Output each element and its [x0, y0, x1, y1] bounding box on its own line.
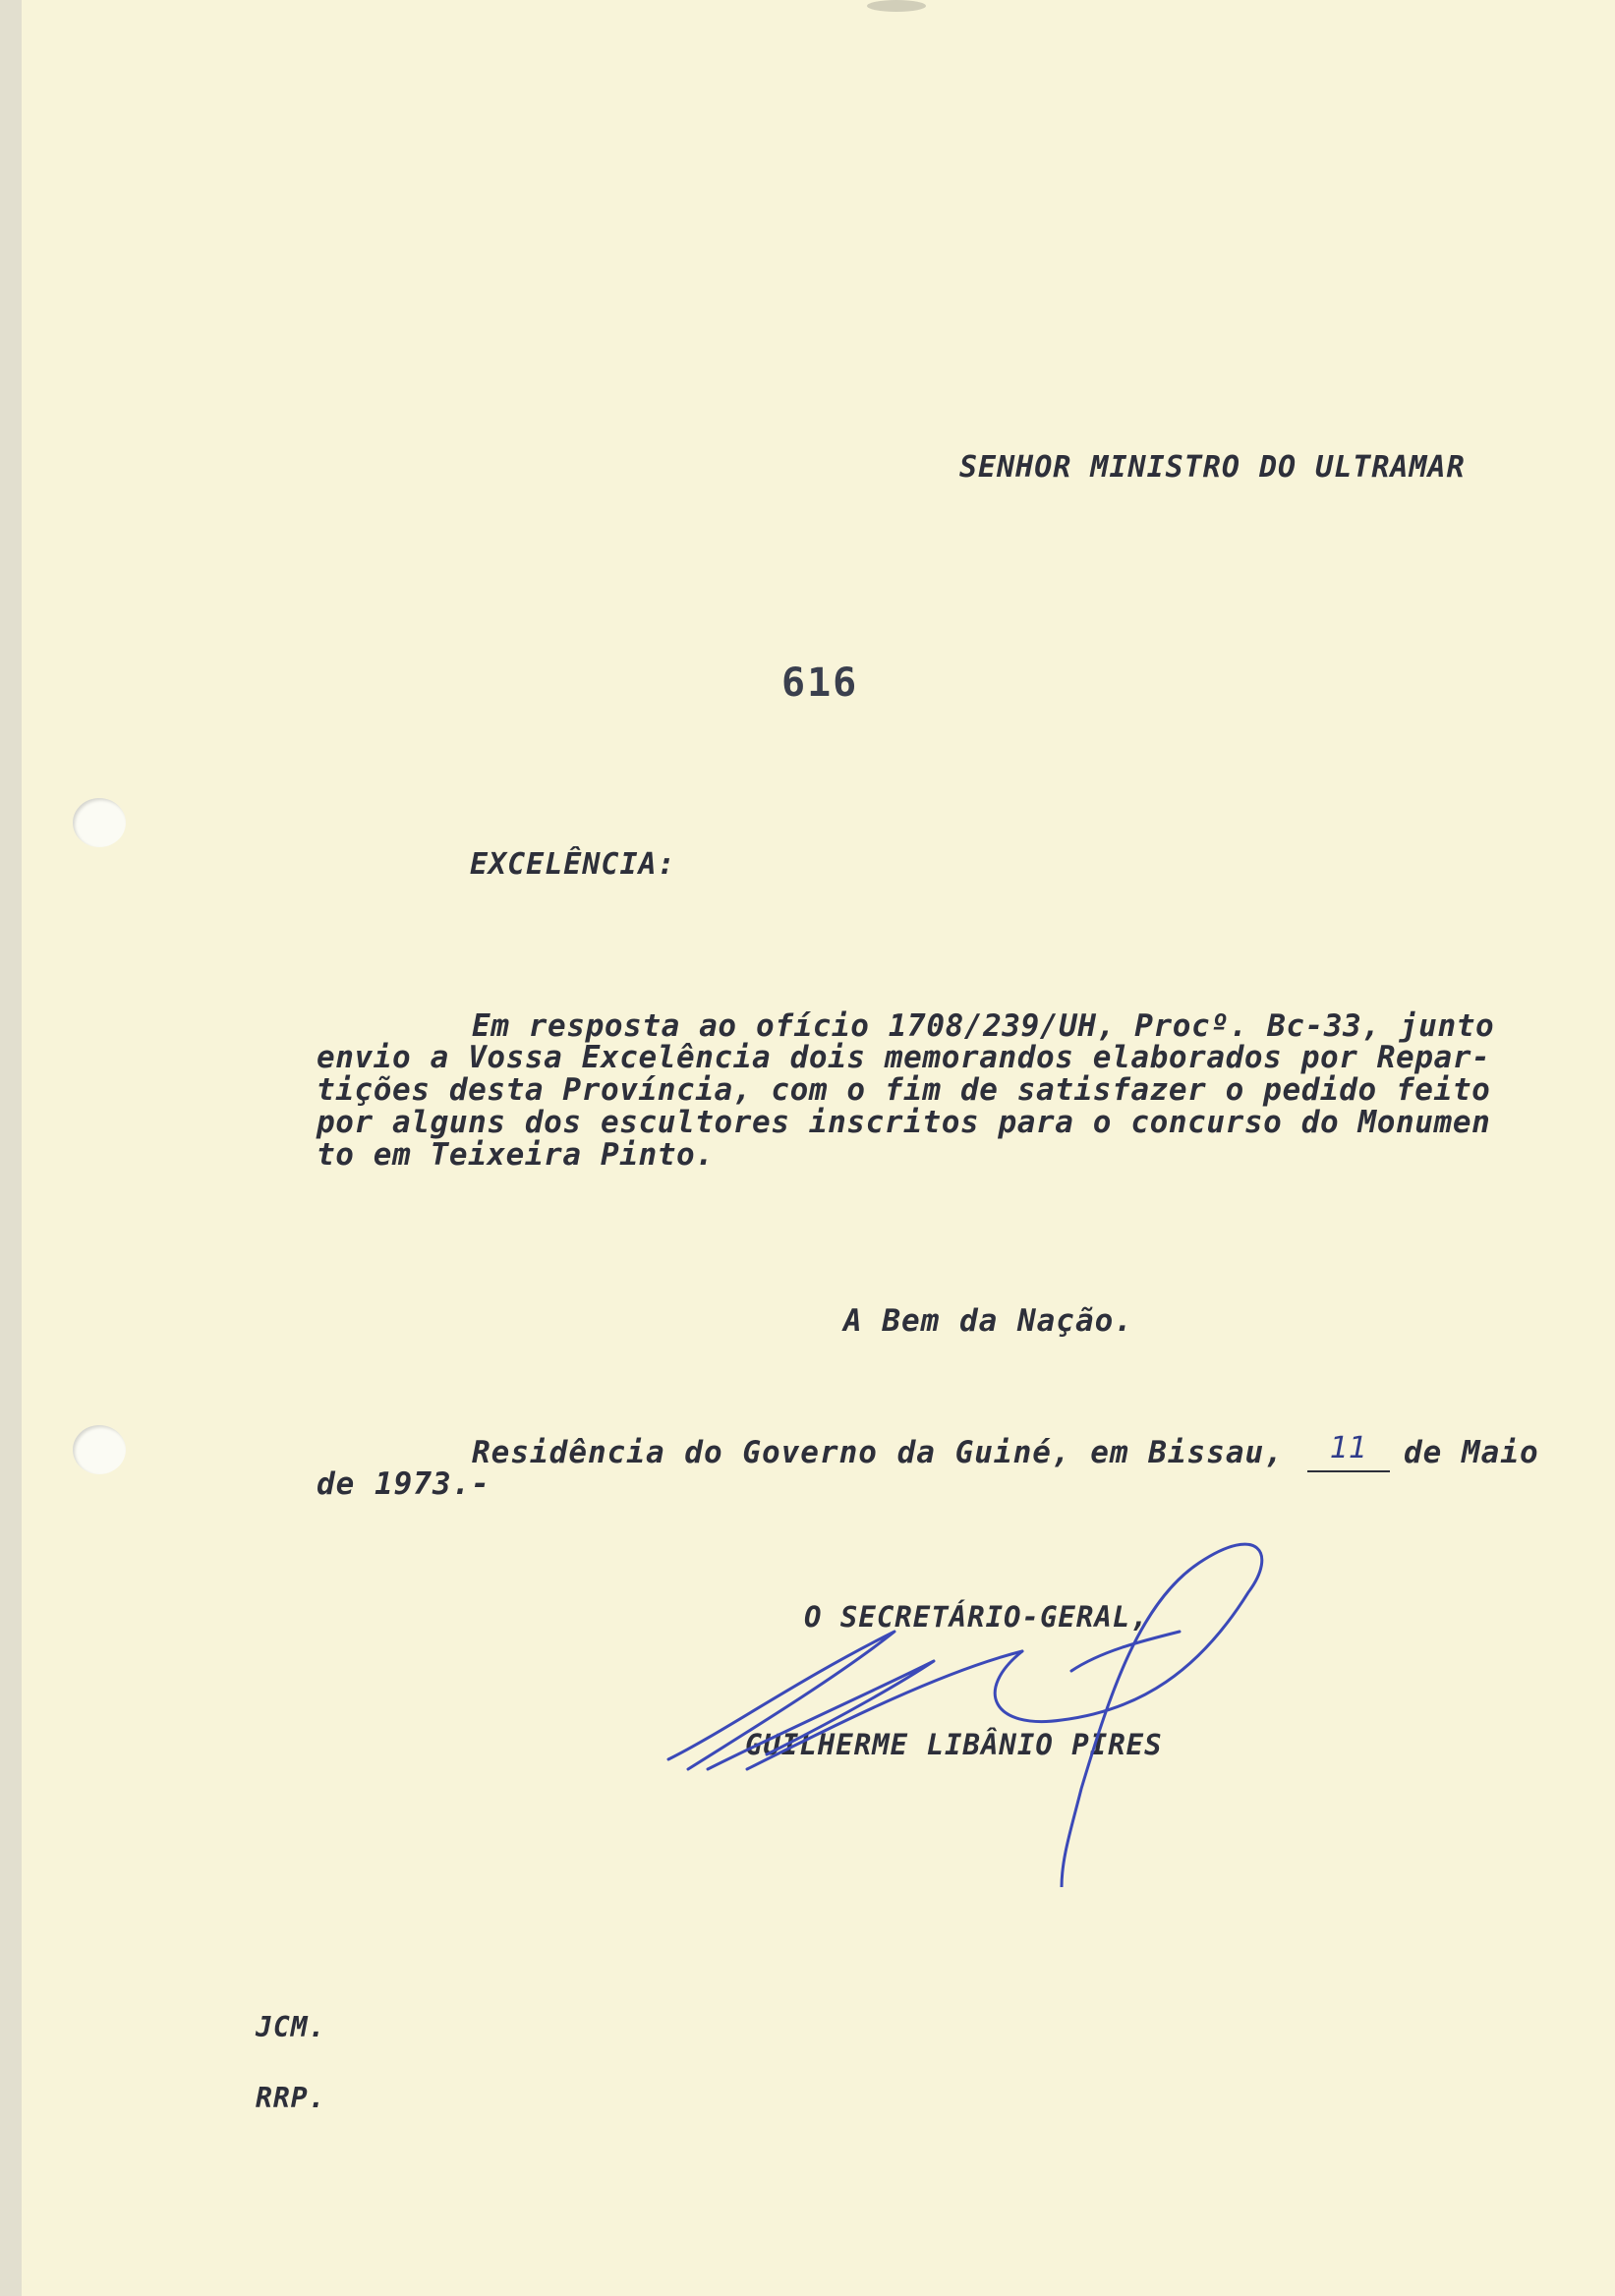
paper-mark — [867, 0, 926, 12]
salutation: EXCELÊNCIA: — [470, 847, 676, 882]
typist-initials: RRP. — [256, 2082, 326, 2114]
punch-hole-top — [73, 798, 126, 847]
month-text: de Maio — [1404, 1435, 1539, 1470]
body-line: to em Teixeira Pinto. — [317, 1137, 715, 1173]
addressee: SENHOR MINISTRO DO ULTRAMAR — [959, 450, 1466, 485]
page-edge — [0, 0, 22, 2296]
handwritten-signature — [649, 1533, 1317, 1887]
handwritten-day: 11 — [1307, 1431, 1390, 1472]
punch-hole-bottom — [73, 1425, 126, 1474]
body-line: por alguns dos escultores inscritos para o concurso do Monumen — [317, 1105, 1491, 1140]
year-text: de 1973.- — [317, 1466, 490, 1502]
closing-formula: A Bem da Nação. — [843, 1303, 1133, 1339]
body-line: envio a Vossa Excelência dois memorandos elaborados por Repar- — [317, 1040, 1491, 1075]
body-line: Em resposta ao ofício 1708/239/UH, Procº. Bc-33, junto — [472, 1008, 1495, 1044]
document-number: 616 — [781, 660, 859, 706]
signatory-title: O SECRETÁRIO-GERAL, — [804, 1600, 1149, 1634]
body-line: tições desta Província, com o fim de satisfazer o pedido feito — [317, 1072, 1491, 1108]
signature-strokes — [668, 1544, 1262, 1887]
typist-initials: JCM. — [256, 2011, 326, 2043]
place-date-line: Residência do Governo da Guiné, em Bissau, — [472, 1435, 1284, 1470]
paper-sheet — [22, 0, 1615, 2296]
signatory-name: GUILHERME LIBÂNIO PIRES — [745, 1728, 1163, 1761]
